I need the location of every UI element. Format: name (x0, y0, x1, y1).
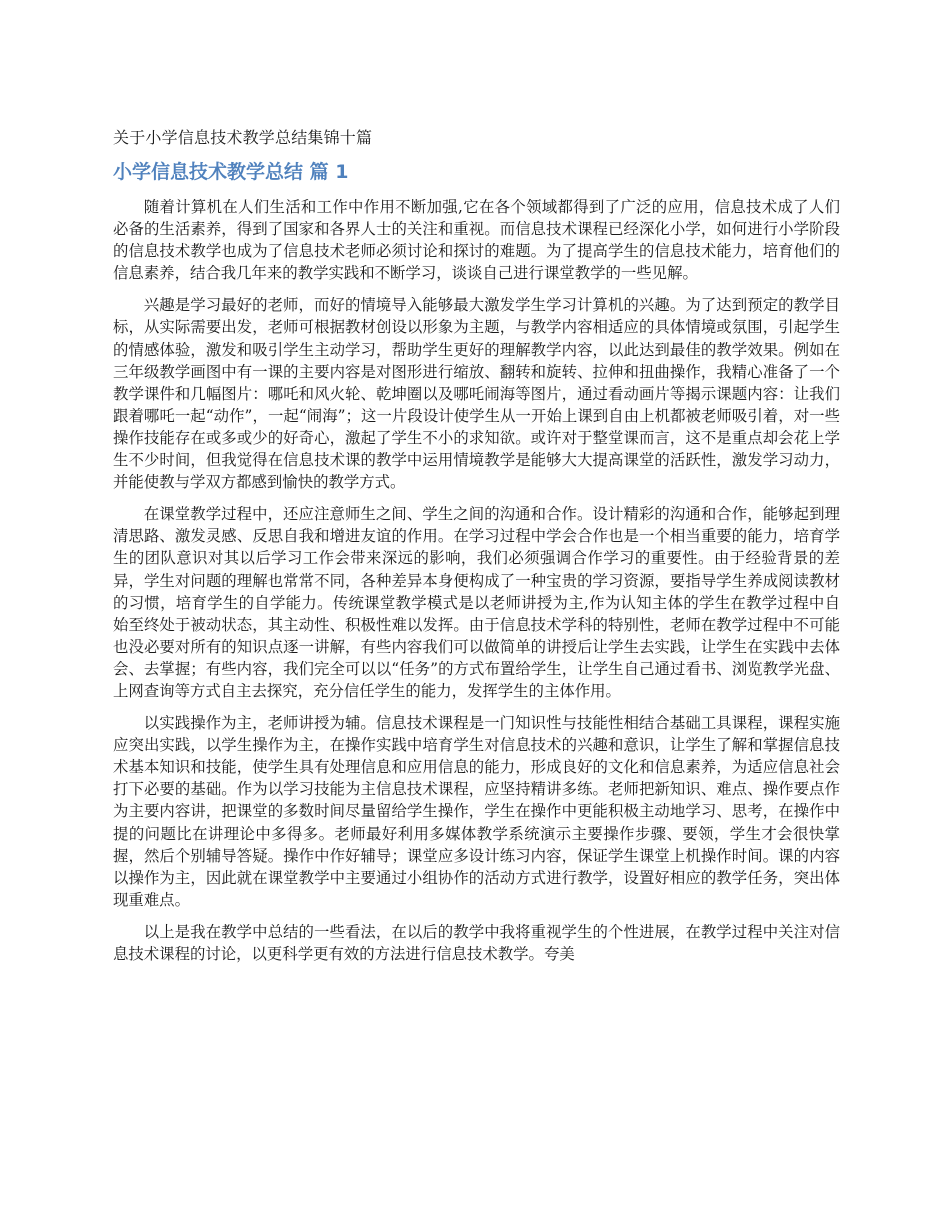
section-heading: 小学信息技术教学总结 篇 1 (113, 161, 349, 183)
document-title: 关于小学信息技术教学总结集锦十篇 (113, 128, 373, 147)
paragraph-5: 以上是我在教学中总结的一些看法，在以后的教学中我将重视学生的个性进展，在教学过程中关注对信息技术课程的讨论，以更科学更有效的方法进行信息技术教学。夸美 (113, 922, 840, 963)
document-page (113, 128, 840, 975)
paragraph-2: 兴趣是学习最好的老师，而好的情境导入能够最大激发学生学习计算机的兴趣。为了达到预定的教学目标，从实际需要出发，老师可根据教材创设以形象为主题，与教学内容相适应的具体情境或氛围，引起学生的情感体验，激发和吸引学生主动学习，帮助学生更好的理解教学内容，以此达到最佳的教学效果。例如在三年级教学画图中有一课的主要内容是对图形进行缩放、翻转和旋转、拉伸和扭曲操作，我精心准备了一个教学课件和几幅图片：哪吒和风火轮、乾坤圈以及哪吒闹海等图片，通过看动画片等揭示课题内容：让我们跟着哪吒一起“动作”，一起“闹海”；这一片段设计使学生从一开始上课到自由上机都被老师吸引着，对一些操作技能存在或多或少的好奇心，激起了学生不小的求知欲。或许对于整堂课而言，这不是重点却会花上学生不少时间，但我觉得在信息技术课的教学中运用情境教学是能够大大提高课堂的活跃性，激发学习动力，并能使教与学双方都感到愉快的教学方式。 (113, 296, 840, 492)
paragraph-1: 随着计算机在人们生活和工作中作用不断加强,它在各个领域都得到了广泛的应用，信息技术成了人们必备的生活素养，得到了国家和各界人士的关注和重视。而信息技术课程已经深化小学，如何进行小学阶段的信息技术教学也成为了信息技术老师必须讨论和探讨的难题。为了提高学生的信息技术能力，培育他们的信息素养，结合我几年来的教学实践和不断学习，谈谈自己进行课堂教学的一些见解。 (113, 198, 840, 283)
paragraph-4: 以实践操作为主，老师讲授为辅。信息技术课程是一门知识性与技能性相结合基础工具课程，课程实施应突出实践，以学生操作为主，在操作实践中培育学生对信息技术的兴趣和意识，让学生了解和掌握信息技术基本知识和技能，使学生具有处理信息和应用信息的能力，形成良好的文化和信息素养，为适应信息社会打下必要的基础。作为以学习技能为主信息技术课程，应坚持精讲多练。老师把新知识、难点、操作要点作为主要内容讲，把课堂的多数时间尽量留给学生操作，学生在操作中更能积极主动地学习、思考，在操作中提的问题比在讲理论中多得多。老师最好利用多媒体教学系统演示主要操作步骤、要领，学生才会很快掌握，然后个别辅导答疑。操作中作好辅导；课堂应多设计练习内容，保证学生课堂上机操作时间。课的内容以操作为主，因此就在课堂教学中主要通过小组协作的活动方式进行教学，设置好相应的教学任务，突出体现重难点。 (113, 714, 840, 909)
paragraph-3: 在课堂教学过程中，还应注意师生之间、学生之间的沟通和合作。设计精彩的沟通和合作，能够起到理清思路、激发灵感、反思自我和增进友谊的作用。在学习过程中学会合作也是一个相当重要的能力，培育学生的团队意识对其以后学习工作会带来深远的影响，我们必须强调合作学习的重要性。由于经验背景的差异，学生对问题的理解也常常不同，各种差异本身便构成了一种宝贵的学习资源，要指导学生养成阅读教材的习惯，培育学生的自学能力。传统课堂教学模式是以老师讲授为主,作为认知主体的学生在教学过程中自始至终处于被动状态，其主动性、积极性难以发挥。由于信息技术学科的特别性，老师在教学过程中不可能也没必要对所有的知识点逐一讲解，有些内容我们可以做简单的讲授后让学生去实践，让学生在实践中去体会、去掌握；有些内容，我们完全可以以“任务”的方式布置给学生，让学生自己通过看书、浏览教学光盘、上网查询等方式自主去探究，充分信任学生的能力，发挥学生的主体作用。 (113, 505, 840, 700)
